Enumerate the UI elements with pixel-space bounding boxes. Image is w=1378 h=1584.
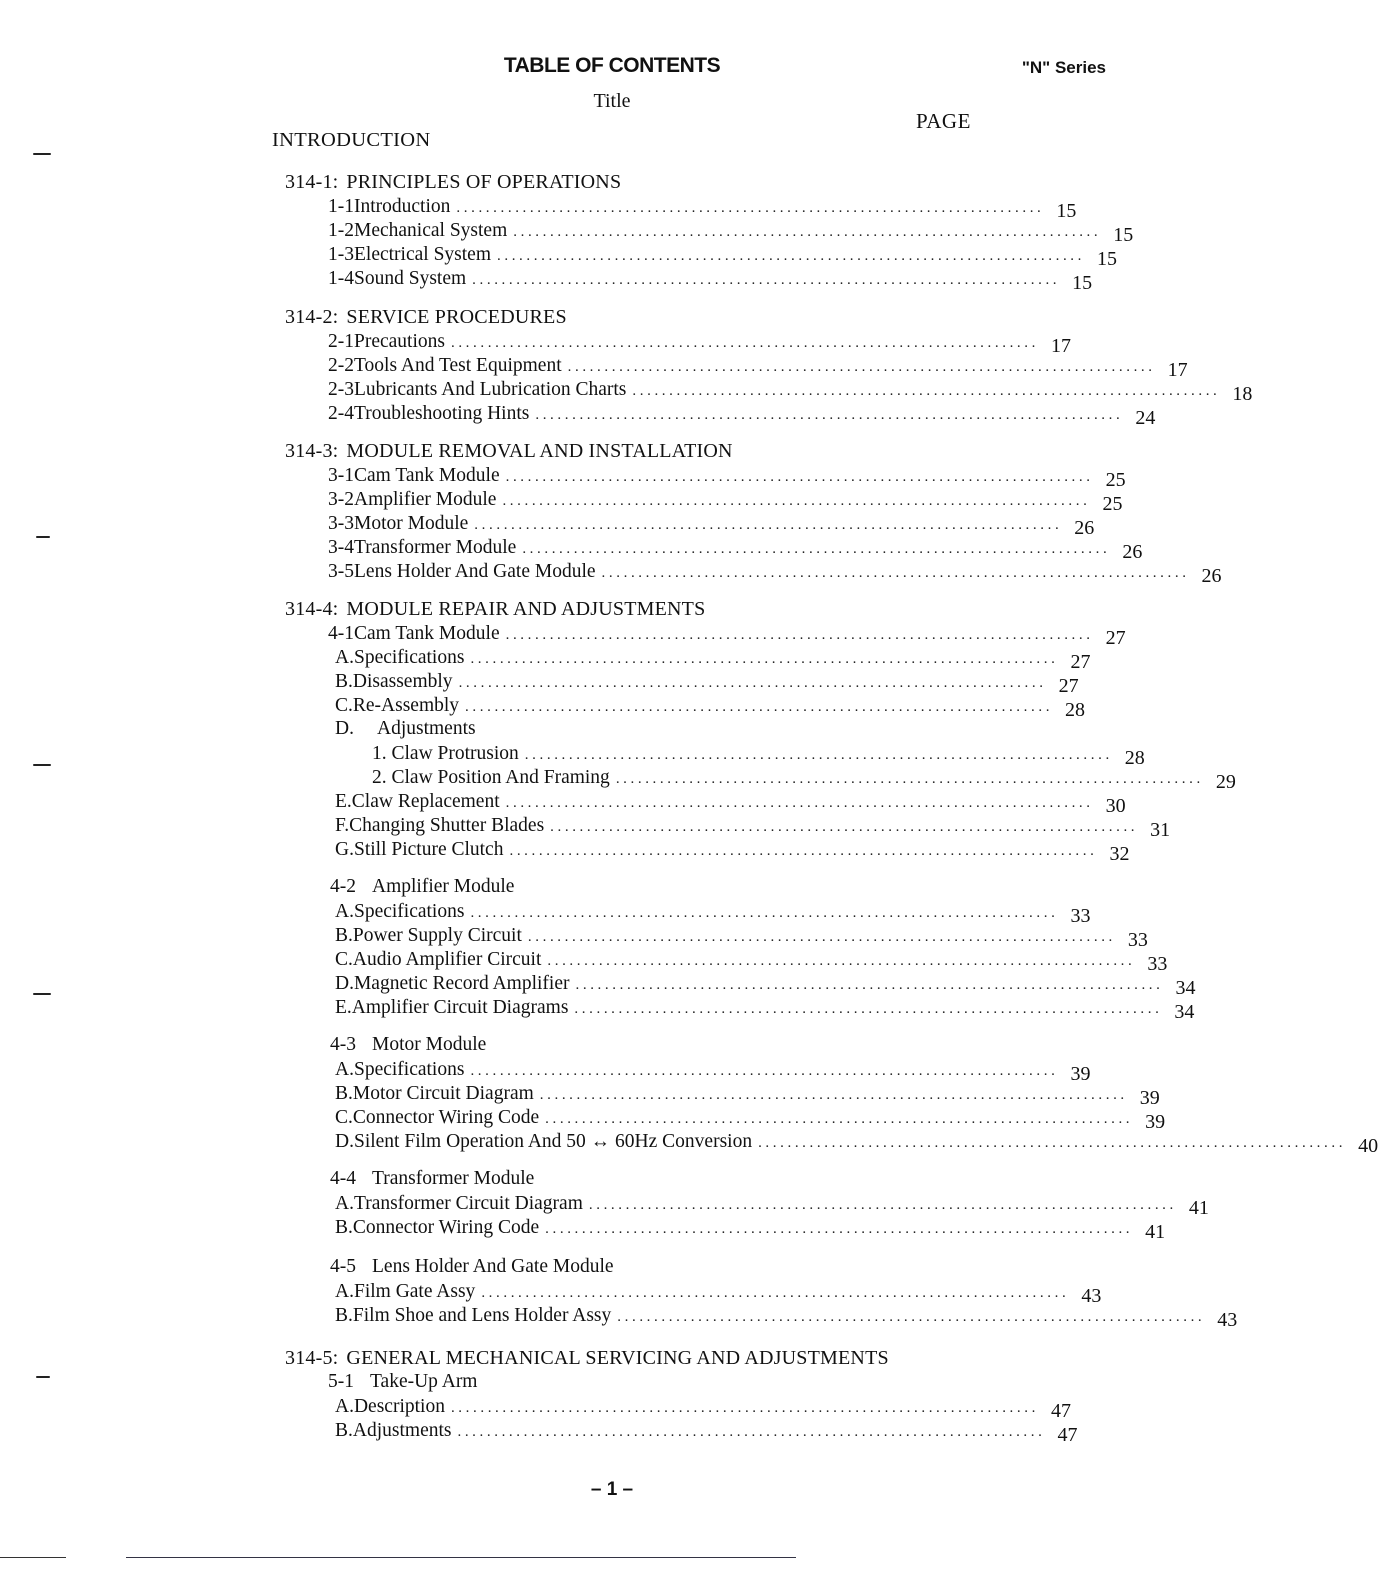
toc-entry-number: D. [335,973,354,994]
toc-entry [330,1034,486,1058]
dot-leader: ................................................................................ [574,1001,1163,1017]
toc-entry-label: Precautions [354,331,445,352]
toc-entry-number: A. [335,1396,354,1417]
toc-entry-number: 2-1 [328,331,354,352]
toc-page-number: 29 [1215,771,1236,793]
toc-entry-label: Adjustments [377,718,476,739]
toc-entry [335,1280,1102,1307]
toc-page-number: 43 [1081,1285,1102,1307]
toc-entry [372,742,1145,769]
dot-leader: ................................................................................ [527,929,1116,945]
toc-page-number: 15 [1056,200,1077,222]
toc-entry [335,814,1171,841]
toc-entry-number: 314-5: [285,1347,339,1369]
toc-page-number: 27 [1070,651,1091,673]
toc-entry-label: Adjustments [352,1420,452,1441]
toc-entry-label: Film Shoe and Lens Holder Assy [352,1305,612,1326]
toc-entry-number: A. [335,1059,354,1080]
dot-leader: ................................................................................ [470,905,1059,921]
toc-page-number: 33 [1127,929,1148,951]
introduction-heading: INTRODUCTION [272,129,431,151]
dot-leader: ................................................................................ [457,1424,1046,1440]
dot-leader: ................................................................................ [458,675,1047,691]
toc-entry-number: C. [335,695,353,716]
dot-leader: ................................................................................ [513,224,1102,240]
toc-entry [335,1216,1166,1243]
toc-entry-label: Film Gate Assy [353,1281,476,1302]
toc-entry-number: 1-3 [328,244,354,265]
toc-page-number: 25 [1105,469,1126,491]
toc-entry-label: 2. Claw Position And Framing [372,767,610,788]
toc-entry [335,1395,1071,1422]
dot-leader: ................................................................................ [617,1309,1206,1325]
toc-page-number: 15 [1072,272,1093,294]
toc-entry [328,536,1143,563]
toc-entry [335,924,1148,951]
toc-entry-label: SERVICE PROCEDURES [346,306,567,328]
toc-entry-label: Connector Wiring Code [352,1217,540,1238]
toc-entry-label: Motor Module [372,1034,487,1055]
dot-leader: ................................................................................ [567,359,1156,375]
toc-page-number: 39 [1139,1087,1160,1109]
toc-entry-label: Amplifier Module [372,876,515,897]
toc-page-number: 27 [1058,675,1079,697]
toc-entry [328,219,1134,246]
toc-entry [330,876,514,900]
toc-entry-label: Description [353,1396,445,1417]
dot-leader: ................................................................................ [550,819,1139,835]
scan-mark [33,153,51,155]
toc-entry-number: 314-4: [285,598,339,620]
toc-entry [328,560,1222,587]
toc-entry-label: Take-Up Arm [370,1371,478,1392]
dot-leader: ................................................................................ [470,1063,1059,1079]
toc-entry-number: A. [335,1281,354,1302]
scan-mark [33,764,51,766]
dot-leader: ................................................................................ [539,1087,1128,1103]
toc-entry-label: Still Picture Clutch [353,839,504,860]
toc-entry [372,766,1236,793]
toc-entry-label: 1. Claw Protrusion [372,743,519,764]
toc-entry-number: 314-1: [285,171,339,193]
toc-entry-number: 4-2 [330,876,356,897]
toc-entry-label: Mechanical System [354,220,508,241]
toc-entry-number: 1-4 [328,268,354,289]
toc-entry-label: Troubleshooting Hints [354,403,530,424]
toc-entry-label: Lens Holder And Gate Module [372,1256,614,1277]
dot-leader: ................................................................................ [450,335,1039,351]
toc-entry-number: A. [335,1193,354,1214]
toc-entry [335,646,1091,673]
toc-entry-label: Specifications [353,901,465,922]
toc-page-number: 31 [1150,819,1171,841]
toc-entry [335,838,1130,865]
toc-entry-label: Electrical System [354,244,491,265]
toc-entry-number: B. [335,1083,353,1104]
dot-leader: ................................................................................ [632,383,1221,399]
toc-page-number: 33 [1070,905,1091,927]
toc-entry [335,694,1086,721]
page-title: TABLE OF CONTENTS [503,54,721,77]
toc-page-number: 34 [1174,1001,1195,1023]
toc-entry-label: Motor Circuit Diagram [352,1083,534,1104]
dot-leader: ................................................................................ [505,795,1094,811]
toc-entry-number: F. [335,815,350,836]
toc-page-number: 15 [1097,248,1117,270]
scan-edge-line [0,1557,66,1558]
toc-entry [328,195,1077,222]
toc-entry-number: D. [335,1131,354,1152]
toc-page-number: 41 [1145,1221,1166,1243]
toc-entry-label: Specifications [353,1059,465,1080]
toc-entry-label: Transformer Circuit Diagram [353,1193,583,1214]
toc-entry-number: 2-3 [328,379,354,400]
toc-entry-number: 4-1 [328,623,354,644]
toc-page-number: 40 [1358,1135,1378,1157]
toc-page-number: 43 [1217,1309,1238,1331]
toc-entry [330,1256,614,1280]
toc-entry [335,1130,1378,1157]
scan-mark [36,1376,50,1378]
dot-leader: ................................................................................ [524,747,1113,763]
toc-entry-label: Silent Film Operation And 50 ↔ 60Hz Conversion [353,1131,753,1152]
dot-leader: ................................................................................ [575,977,1164,993]
toc-entry-number: A. [335,647,354,668]
toc-entry [328,512,1095,539]
toc-entry-label: Specifications [353,647,465,668]
toc-entry-number: 3-2 [328,489,354,510]
toc-entry-label: Audio Amplifier Circuit [352,949,542,970]
toc-entry-number: B. [335,1305,353,1326]
toc-entry [335,1304,1238,1331]
toc-page-number: 39 [1145,1111,1166,1133]
toc-entry [335,1058,1091,1085]
dot-leader: ................................................................................ [470,651,1059,667]
toc-section-heading [285,440,733,464]
toc-entry-label: Transformer Module [354,537,517,558]
toc-entry [335,972,1196,999]
toc-entry [335,718,476,742]
toc-entry-label: Transformer Module [372,1168,535,1189]
toc-page-number: 28 [1065,699,1086,721]
toc-page-number: 17 [1050,335,1071,357]
toc-entry-label: Sound System [354,268,467,289]
toc-page-number: 15 [1113,224,1134,246]
dot-leader: ................................................................................ [450,1400,1039,1416]
toc-entry-label: Disassembly [352,671,453,692]
toc-page-number: 28 [1124,747,1145,769]
toc-entry-number: 5-1 [328,1371,354,1392]
dot-leader: ................................................................................ [481,1285,1070,1301]
title-column-heading: Title [593,90,631,112]
toc-entry-label: MODULE REPAIR AND ADJUSTMENTS [346,598,706,620]
toc-entry-number: B. [335,1217,353,1238]
toc-entry-label: GENERAL MECHANICAL SERVICING AND ADJUSTMENTS [346,1347,889,1369]
toc-page-number: 17 [1167,359,1188,381]
toc-page-number: 26 [1122,541,1143,563]
toc-entry-label: Tools And Test Equipment [354,355,562,376]
toc-entry-label: Lubricants And Lubrication Charts [354,379,627,400]
toc-entry [328,464,1126,491]
dot-leader: ................................................................................ [505,469,1094,485]
toc-entry [328,378,1253,405]
toc-entry-label: Amplifier Circuit Diagrams [351,997,569,1018]
toc-entry [328,267,1093,294]
toc-entry-number: 2-2 [328,355,354,376]
toc-section-heading [285,171,621,195]
toc-entry-number: E. [335,791,352,812]
toc-entry [335,1192,1209,1219]
dot-leader: ................................................................................ [472,272,1061,288]
toc-entry-number: 4-4 [330,1168,356,1189]
toc-entry-label: Claw Replacement [351,791,500,812]
toc-section-heading [285,598,705,622]
toc-entry-number: A. [335,901,354,922]
toc-entry [335,900,1091,927]
dot-leader: ................................................................................ [615,771,1204,787]
dot-leader: ................................................................................ [509,843,1098,859]
toc-entry-number: 3-1 [328,465,354,486]
toc-page-number: 26 [1074,517,1095,539]
toc-entry [335,948,1168,975]
series-label: "N" Series [1021,58,1106,77]
toc-entry-label: Changing Shutter Blades [349,815,545,836]
toc-entry [330,1168,534,1192]
toc-entry-label: Amplifier Module [354,489,497,510]
toc-entry-number: E. [335,997,352,1018]
toc-entry-label: Power Supply Circuit [352,925,522,946]
toc-entry-number: B. [335,671,353,692]
toc-page-number: 25 [1102,493,1123,515]
scan-mark [33,993,51,995]
toc-entry [335,996,1195,1023]
toc-entry-number: 2-4 [328,403,354,424]
toc-entry [335,1082,1160,1109]
dot-leader: ................................................................................ [547,953,1136,969]
toc-page-number: 41 [1188,1197,1209,1219]
dot-leader: ................................................................................ [502,493,1091,509]
toc-page-number: 26 [1201,565,1222,587]
dot-leader: ................................................................................ [474,517,1063,533]
toc-entry [328,243,1117,270]
dot-leader: ................................................................................ [465,699,1054,715]
toc-page-number: 47 [1050,1400,1071,1422]
scan-edge-line [126,1557,796,1558]
toc-entry-number: 314-3: [285,440,339,462]
toc-entry-label: Introduction [354,196,451,217]
dot-leader: ................................................................................ [535,407,1124,423]
toc-entry-number: D. [335,718,354,739]
toc-entry-number: G. [335,839,354,860]
toc-entry-number: 314-2: [285,306,339,328]
toc-page-number: 18 [1232,383,1253,405]
toc-entry-number: 1-2 [328,220,354,241]
dot-leader: ................................................................................ [758,1135,1347,1151]
dot-leader: ................................................................................ [505,627,1094,643]
page-column-heading: PAGE [916,109,971,133]
toc-entry-number: 3-3 [328,513,354,534]
dot-leader: ................................................................................ [545,1221,1134,1237]
toc-entry [335,790,1126,817]
toc-section-heading [285,1347,889,1371]
dot-leader: ................................................................................ [497,248,1085,264]
toc-page-number: 30 [1105,795,1126,817]
toc-entry-label: Magnetic Record Amplifier [353,973,570,994]
toc-entry [335,670,1079,697]
page-number: – 1 – [590,1479,634,1500]
toc-entry-label: MODULE REMOVAL AND INSTALLATION [346,440,733,462]
toc-entry [328,330,1071,357]
toc-entry [328,354,1188,381]
toc-section-heading [285,306,567,330]
toc-entry-number: 3-4 [328,537,354,558]
toc-entry-number: B. [335,925,353,946]
toc-entry-label: PRINCIPLES OF OPERATIONS [346,171,622,193]
toc-entry-number: 4-5 [330,1256,356,1277]
toc-entry [328,1371,477,1395]
dot-leader: ................................................................................ [545,1111,1134,1127]
toc-page-number: 34 [1175,977,1196,999]
toc-entry-label: Connector Wiring Code [352,1107,540,1128]
toc-entry-number: 1-1 [328,196,354,217]
toc-entry-label: Cam Tank Module [354,465,500,486]
toc-page-number: 32 [1109,843,1130,865]
toc-entry [335,1419,1078,1446]
toc-entry-number: 3-5 [328,561,354,582]
toc-entry-number: C. [335,949,353,970]
toc-page-number: 24 [1135,407,1156,429]
toc-page-number: 47 [1057,1424,1078,1446]
toc-entry-label: Cam Tank Module [354,623,500,644]
toc-entry-number: 4-3 [330,1034,356,1055]
toc-entry-number: B. [335,1420,353,1441]
toc-entry [328,488,1123,515]
dot-leader: ................................................................................ [588,1197,1177,1213]
toc-entry [335,1106,1166,1133]
dot-leader: ................................................................................ [601,565,1190,581]
toc-entry-label: Lens Holder And Gate Module [354,561,596,582]
toc-entry-label: Motor Module [354,513,469,534]
toc-entry-label: Re-Assembly [352,695,460,716]
toc-entry-number: C. [335,1107,353,1128]
toc-page-number: 33 [1147,953,1168,975]
toc-entry [328,402,1156,429]
toc-entry [328,622,1126,649]
dot-leader: ................................................................................ [522,541,1111,557]
toc-page-number: 39 [1070,1063,1091,1085]
toc-page-number: 27 [1105,627,1126,649]
scan-mark [36,536,50,538]
dot-leader: ................................................................................ [456,200,1045,216]
